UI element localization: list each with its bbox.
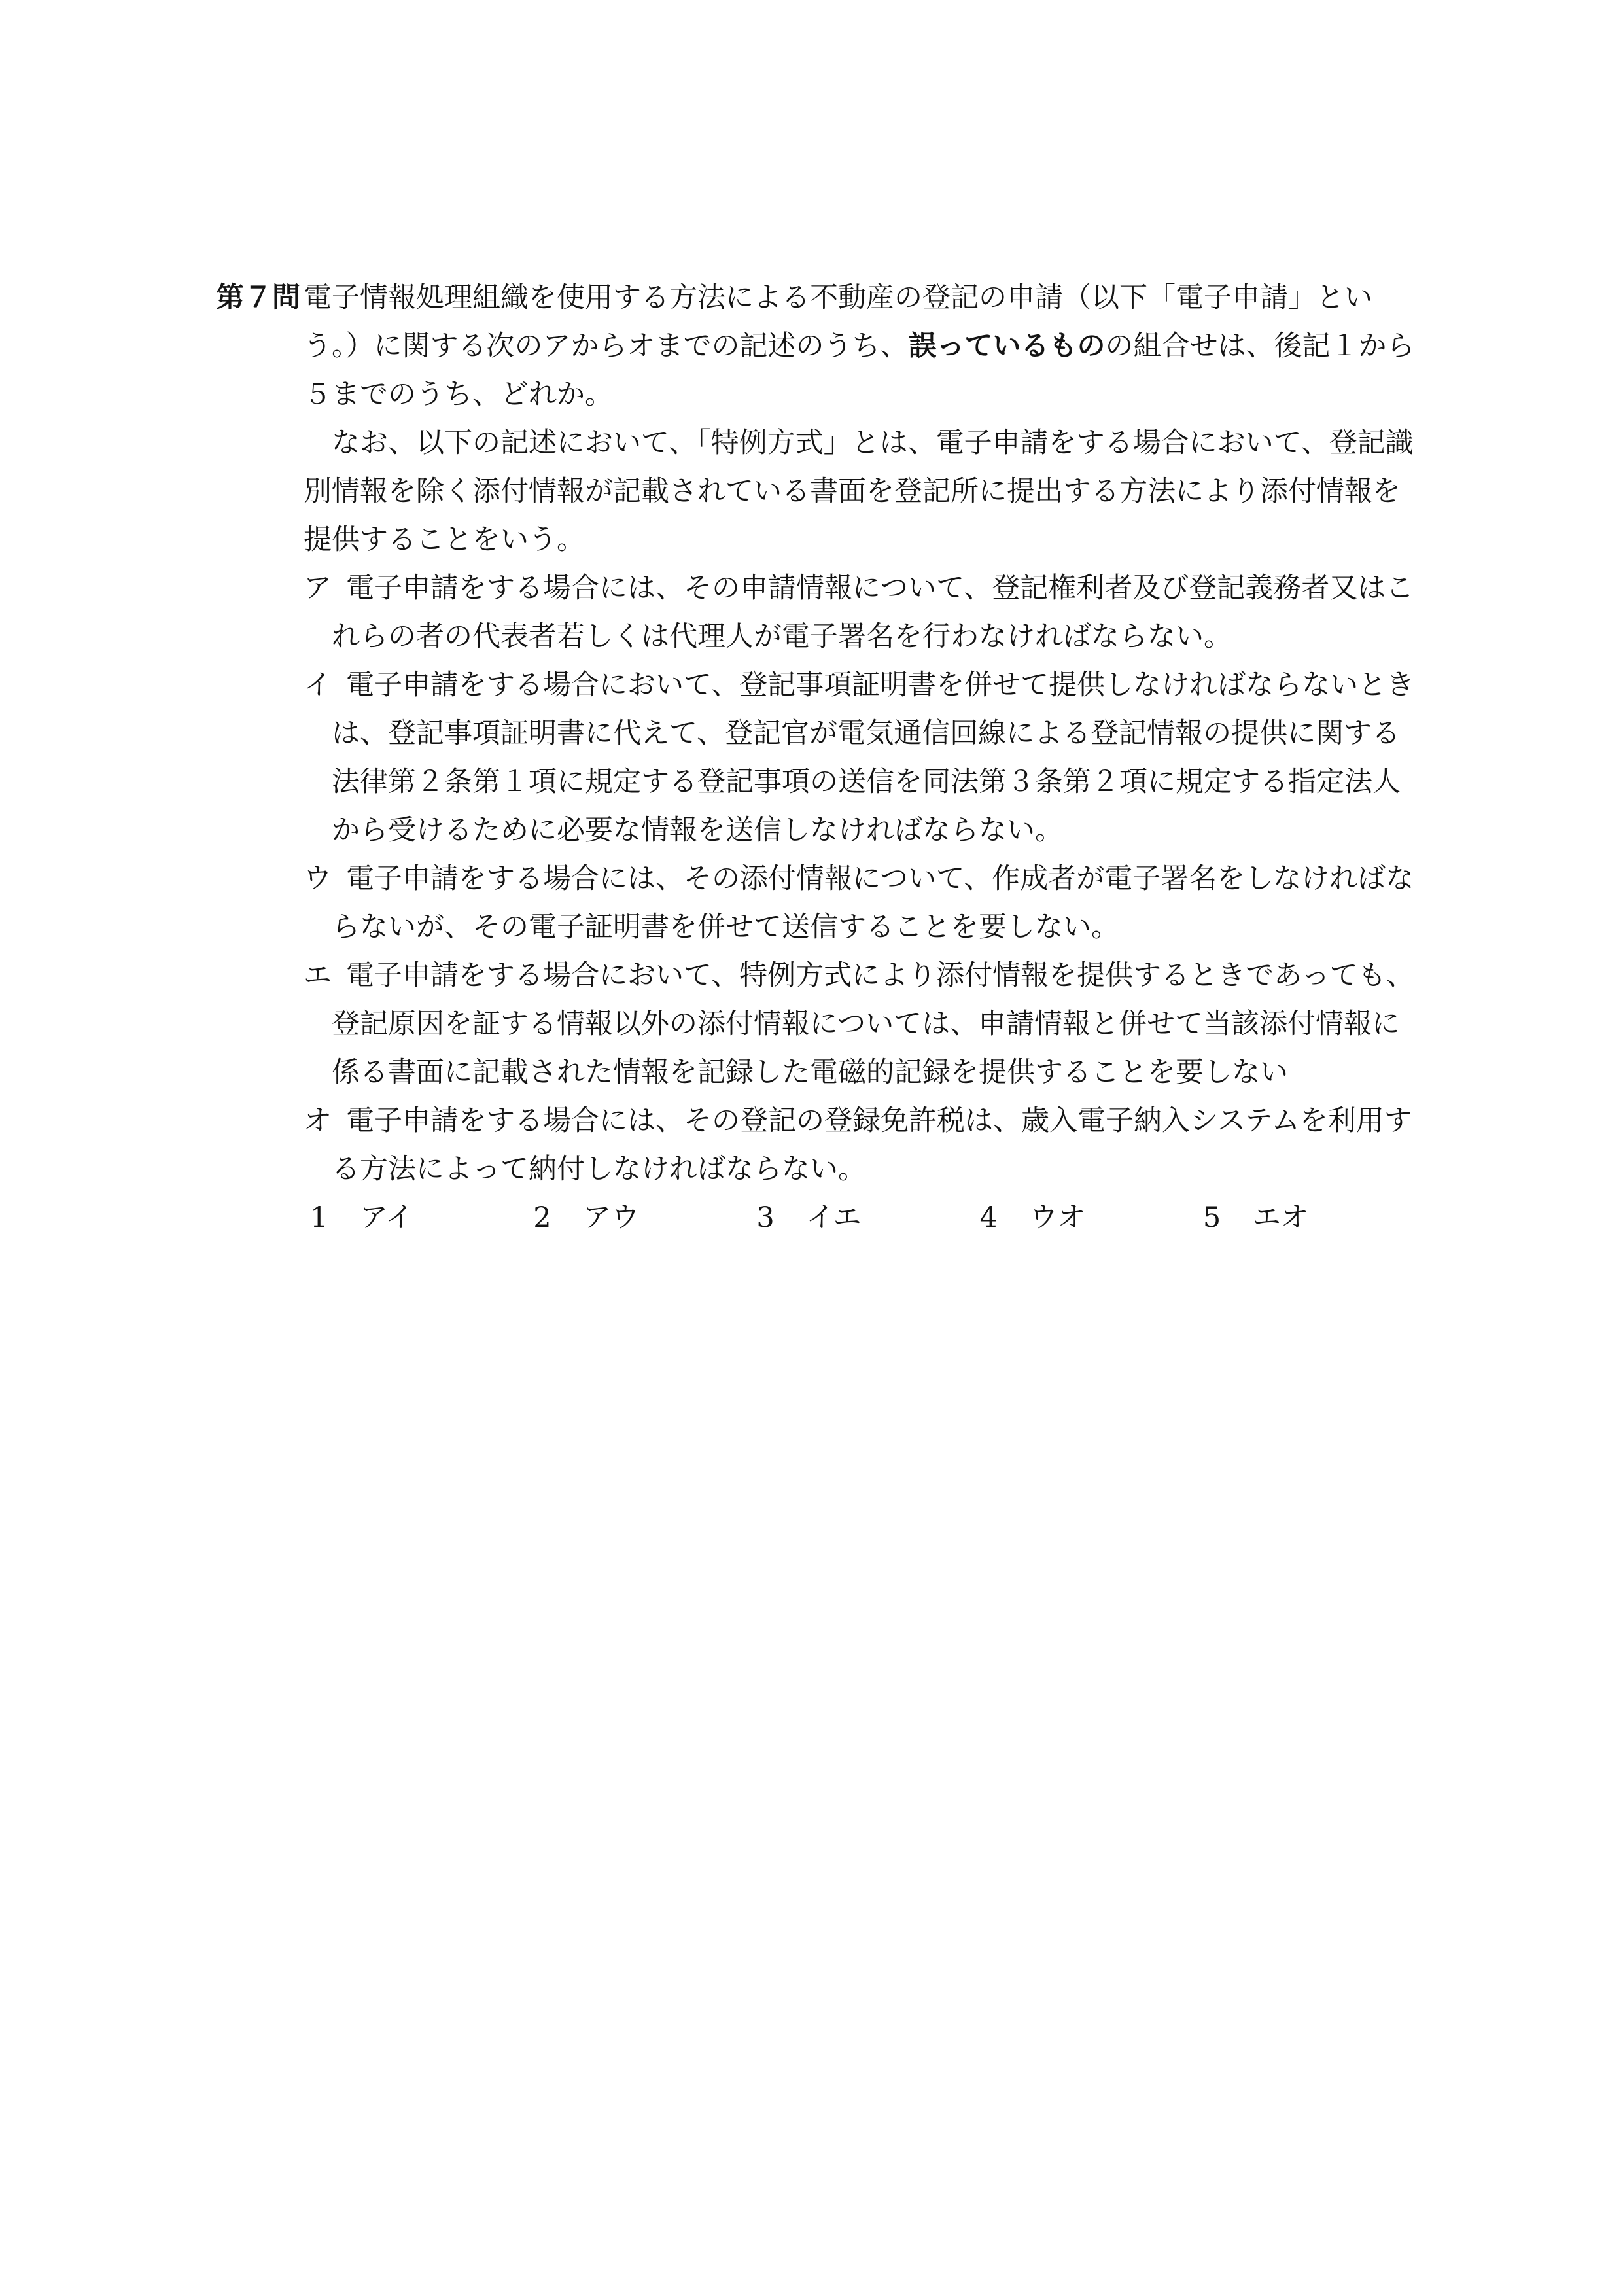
choice-text: 電子申請をする場合には、その登記の登録免許税は、歳入電子納入システムを利用する方法によって納付しなければならない。	[332, 1104, 1412, 1186]
question-number: 第７問	[216, 281, 300, 314]
choice-label: エ	[304, 959, 332, 992]
question-note: なお、以下の記述において、「特例方式」とは、電子申請をする場合において、登記識別情報を除く添付情報が記載されている書面を登記所に提出する方法により添付情報を提供することをいう。	[304, 427, 1414, 556]
choice-text: 電子申請をする場合には、その添付情報について、作成者が電子署名をしなければならないが、その電子証明書を併せて送信することを要しない。	[332, 862, 1414, 944]
choice-text: 電子申請をする場合において、特例方式により添付情報を提供するときであっても、登記原因を証する情報以外の添付情報については、申請情報と併せて当該添付情報に係る書面に記載された情報を記録した電磁的記録を提供することを要しない	[332, 959, 1414, 1089]
question-block	[216, 274, 1426, 1242]
answer-combo: ウオ	[1029, 1201, 1086, 1234]
choice-a	[304, 564, 1426, 661]
answer-combo: アイ	[360, 1201, 414, 1234]
answer-option-3	[756, 1193, 979, 1242]
answer-number: 1	[310, 1201, 328, 1234]
answer-option-5	[1203, 1193, 1426, 1242]
answer-combo: イエ	[806, 1201, 862, 1234]
choice-label: オ	[304, 1104, 332, 1137]
answer-combo: アウ	[583, 1201, 640, 1234]
answer-number: 2	[533, 1201, 551, 1234]
choice-label: イ	[304, 669, 332, 701]
choice-o	[304, 1097, 1426, 1193]
choice-text: 電子申請をする場合には、その申請情報について、登記権利者及び登記義務者又はこれらの者の代表者若しくは代理人が電子署名を行わなければならない。	[332, 572, 1414, 653]
question-intro-before: 電子情報処理組織を使用する方法による不動産の登記の申請（以下「電子申請」という。）に関する次のアからオまでの記述のうち、	[304, 281, 1372, 362]
answer-option-1	[310, 1193, 533, 1242]
choice-u	[304, 855, 1426, 951]
answer-option-4	[980, 1193, 1203, 1242]
answer-number: 4	[979, 1201, 998, 1234]
choice-i	[304, 661, 1426, 855]
choice-label: ア	[304, 572, 332, 605]
choice-e	[304, 951, 1426, 1097]
answer-option-2	[533, 1193, 756, 1242]
choice-list	[216, 564, 1426, 1193]
question-intro-emphasis: 誤っているもの	[908, 330, 1106, 362]
answer-options	[216, 1193, 1426, 1242]
answer-combo: エオ	[1252, 1201, 1309, 1234]
question-stem	[216, 274, 1426, 419]
answer-number: 3	[756, 1201, 775, 1234]
choice-text: 電子申請をする場合において、登記事項証明書を併せて提供しなければならないときは、登記事項証明書に代えて、登記官が電気通信回線による登記情報の提供に関する法律第２条第１項に規定する登記事項の送信を同法第３条第２項に規定する指定法人から受けるために必要な情報を送信しなければならない。	[332, 669, 1415, 847]
choice-label: ウ	[304, 862, 332, 895]
answer-number: 5	[1202, 1201, 1221, 1234]
question-intro-after: の組合せは、後記１から５までのうち、どれか。	[304, 330, 1415, 411]
